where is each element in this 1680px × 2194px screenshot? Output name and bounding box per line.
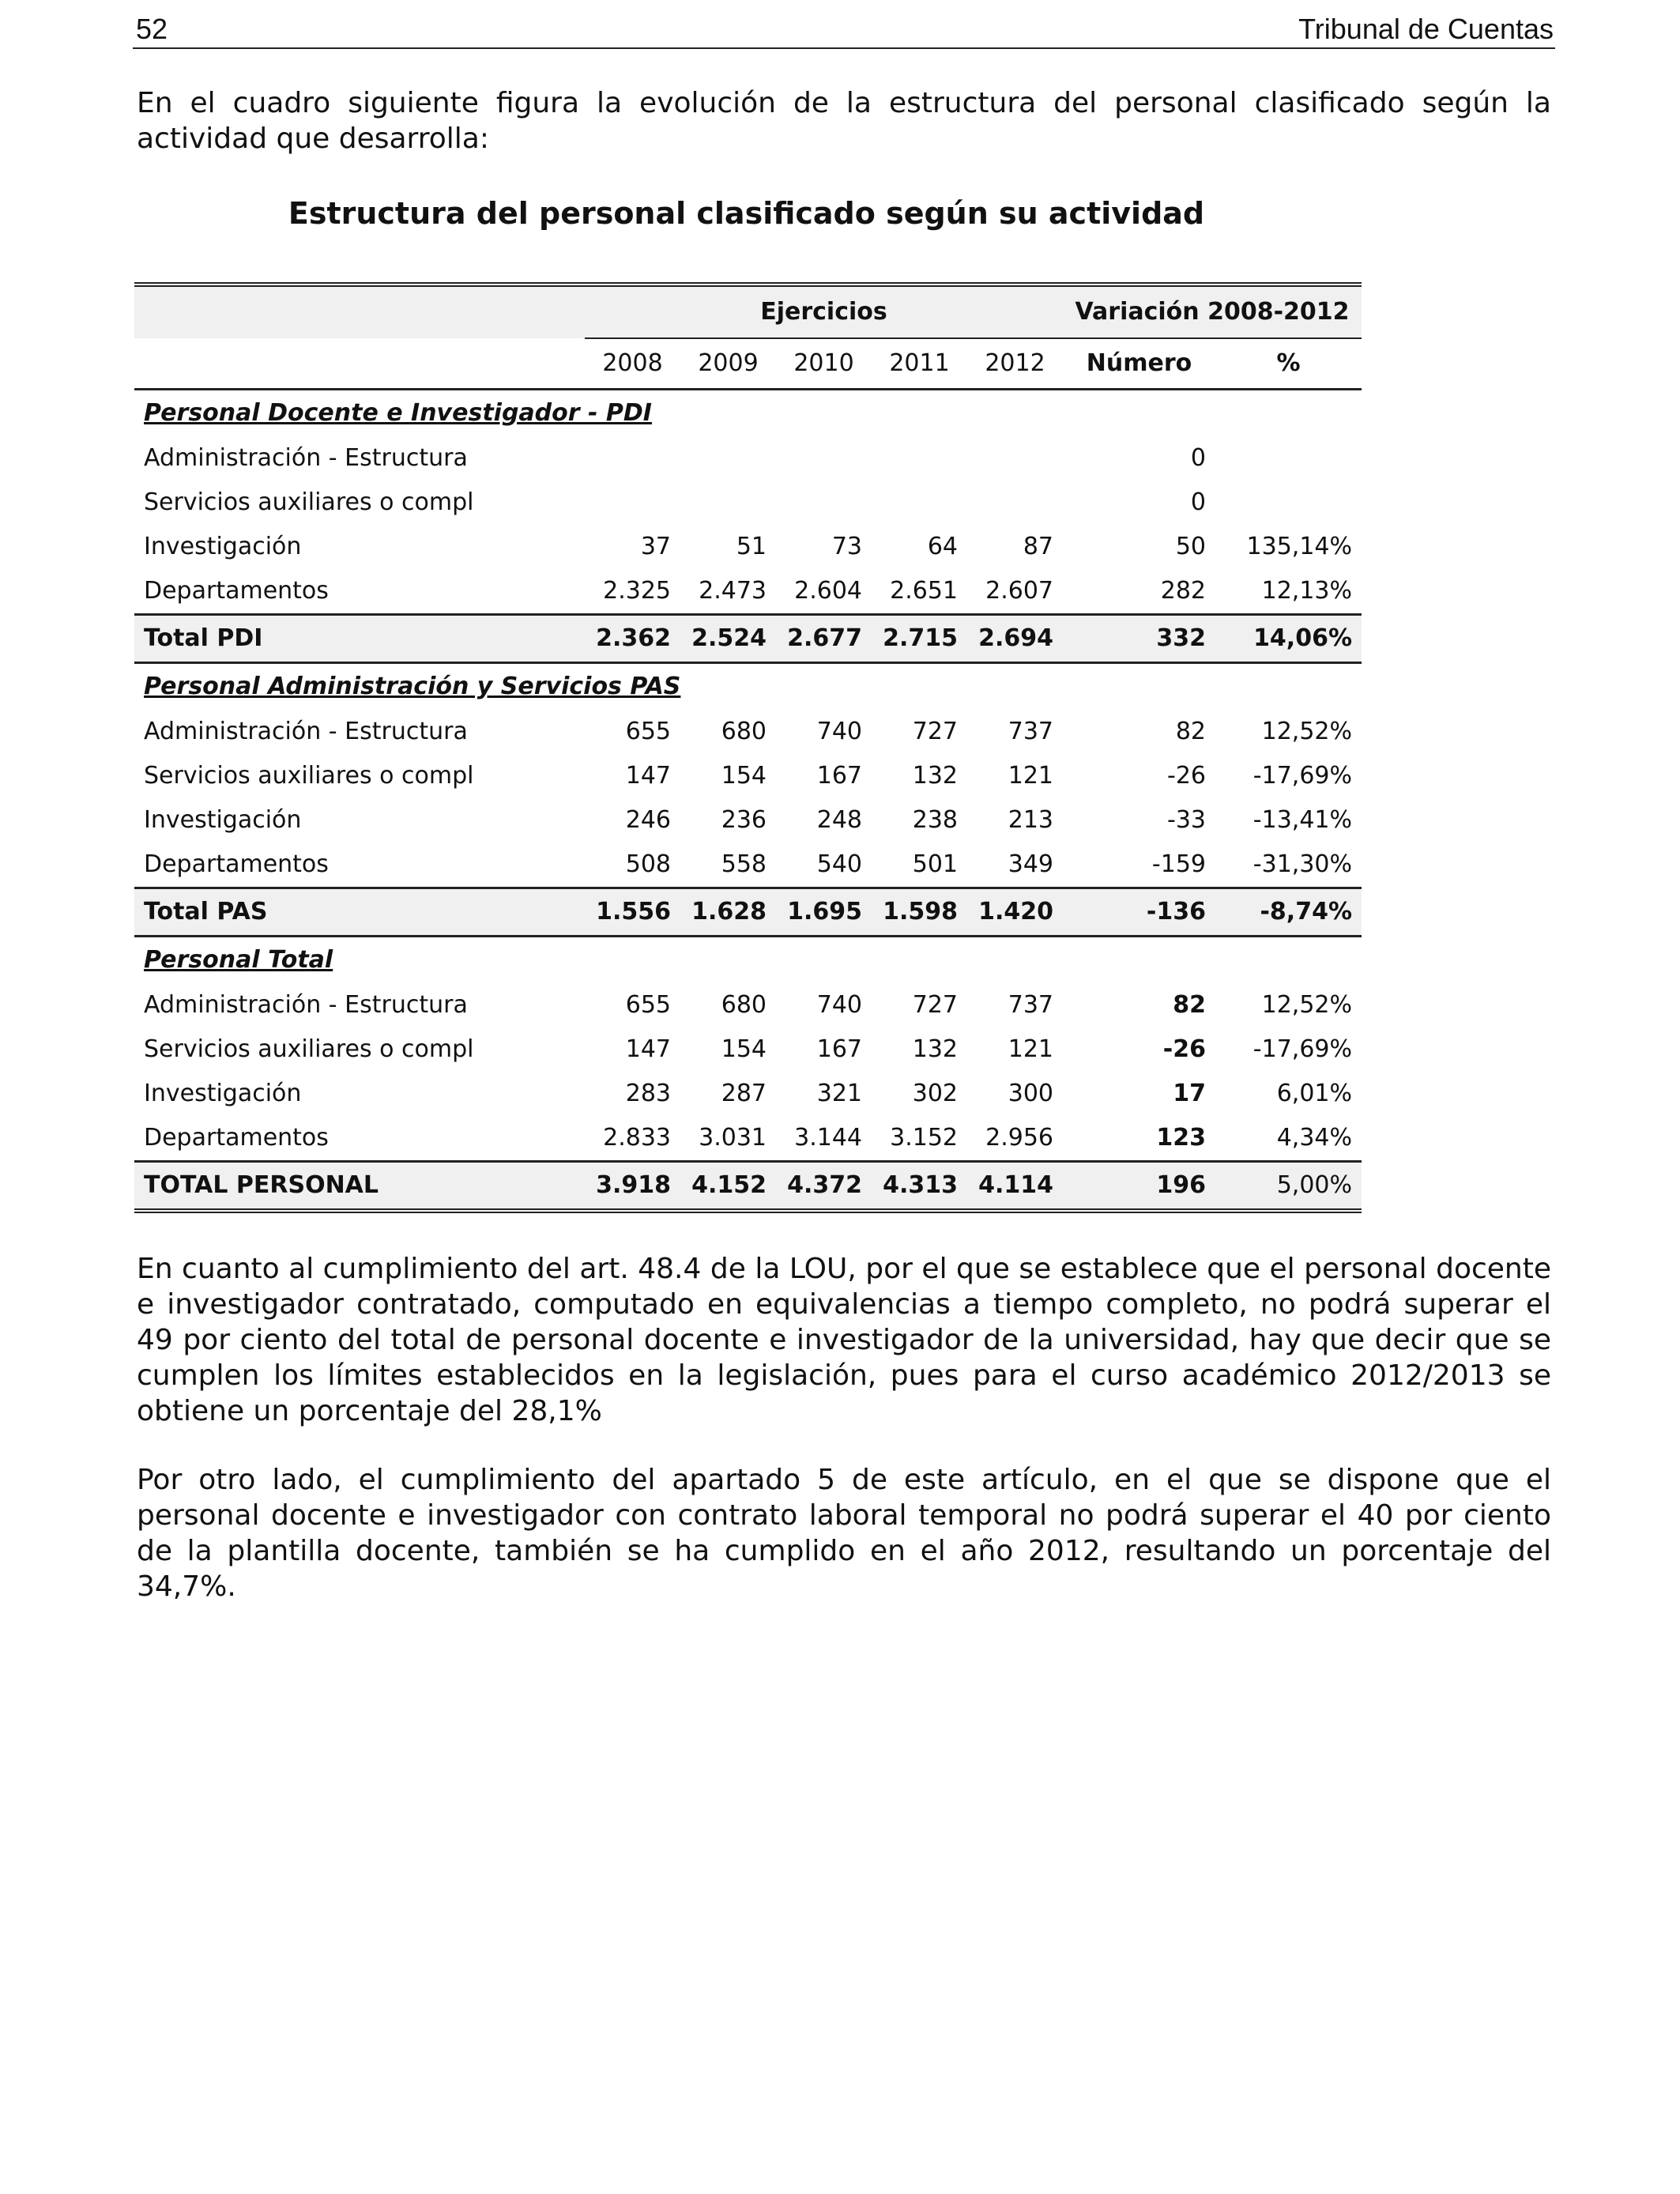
table-cell: 132 bbox=[912, 1035, 958, 1063]
total-row bbox=[134, 1162, 1362, 1212]
header-blank-cell bbox=[134, 285, 585, 338]
table-cell bbox=[585, 436, 680, 481]
table-cell bbox=[776, 436, 872, 481]
table-cell: 740 bbox=[816, 991, 862, 1019]
table-cell: 727 bbox=[912, 718, 958, 745]
total-cell: 1.598 bbox=[872, 888, 967, 937]
table-cell: 6,01% bbox=[1276, 1080, 1353, 1107]
table-cell: 50 bbox=[1175, 533, 1206, 560]
page-number: 52 bbox=[136, 13, 168, 45]
table-cell: 213 bbox=[1008, 806, 1053, 834]
table-cell bbox=[1215, 481, 1362, 525]
table-cell: 2.473 bbox=[699, 577, 767, 605]
table-cell: 302 bbox=[912, 1080, 958, 1107]
table-cell: 2.956 bbox=[985, 1124, 1053, 1152]
total-cell: 1.695 bbox=[776, 888, 872, 937]
table-group-header-row bbox=[134, 285, 1362, 338]
table-cell: 3.031 bbox=[699, 1124, 767, 1152]
table-cell: 12,13% bbox=[1261, 577, 1353, 605]
table-cell: 4,34% bbox=[1276, 1124, 1353, 1152]
table-cell: 167 bbox=[816, 762, 862, 790]
total-cell: 1.556 bbox=[585, 888, 680, 937]
total-cell: 4.114 bbox=[967, 1162, 1063, 1212]
table-cell: 737 bbox=[1008, 991, 1053, 1019]
total-cell: 4.152 bbox=[680, 1162, 776, 1212]
row-label: Investigación bbox=[144, 533, 302, 560]
table-cell bbox=[680, 436, 776, 481]
table-cell bbox=[776, 481, 872, 525]
total-cell: 4.372 bbox=[776, 1162, 872, 1212]
table-cell: 154 bbox=[721, 762, 767, 790]
table-cell: 2.604 bbox=[794, 577, 862, 605]
table-row bbox=[134, 983, 1362, 1027]
table-cell: 655 bbox=[625, 718, 671, 745]
table-cell: -13,41% bbox=[1252, 806, 1353, 834]
table-cell: 147 bbox=[625, 1035, 671, 1063]
table-cell bbox=[1215, 436, 1362, 481]
table-cell: 147 bbox=[625, 762, 671, 790]
total-label: TOTAL PERSONAL bbox=[134, 1162, 585, 1212]
header-year-2008: 2008 bbox=[585, 338, 680, 390]
intro-paragraph: En el cuadro siguiente figura la evolución de la estructura del personal clasificado según la actividad que desarrolla: bbox=[137, 87, 1551, 155]
table-row bbox=[134, 754, 1362, 798]
table-cell: 2.833 bbox=[603, 1124, 671, 1152]
header-percent: % bbox=[1215, 338, 1362, 390]
table-row bbox=[134, 525, 1362, 569]
table-cell: 248 bbox=[816, 806, 862, 834]
table-cell: 167 bbox=[816, 1035, 862, 1063]
table-cell: 17 bbox=[1173, 1080, 1206, 1107]
table-cell: 321 bbox=[816, 1080, 862, 1107]
table-cell: 246 bbox=[625, 806, 671, 834]
table-cell: 508 bbox=[625, 850, 671, 878]
table-cell: 737 bbox=[1008, 718, 1053, 745]
header-year-2012: 2012 bbox=[967, 338, 1063, 390]
table-cell: 64 bbox=[927, 533, 958, 560]
row-label: Servicios auxiliares o compl bbox=[144, 1035, 474, 1063]
table-cell: 558 bbox=[721, 850, 767, 878]
table-cell: 349 bbox=[1008, 850, 1053, 878]
table-cell: 300 bbox=[1008, 1080, 1053, 1107]
table-cell: 283 bbox=[625, 1080, 671, 1107]
row-label: Investigación bbox=[144, 806, 302, 834]
table-cell: 132 bbox=[912, 762, 958, 790]
table-cell: 238 bbox=[912, 806, 958, 834]
row-label: Administración - Estructura bbox=[144, 444, 468, 472]
table-cell: 236 bbox=[721, 806, 767, 834]
total-cell: 2.677 bbox=[776, 615, 872, 663]
table-cell: 740 bbox=[816, 718, 862, 745]
table-cell: 135,14% bbox=[1246, 533, 1353, 560]
header-year-2009: 2009 bbox=[680, 338, 776, 390]
personnel-table bbox=[134, 282, 1362, 1213]
table-cell: -26 bbox=[1162, 1035, 1206, 1063]
total-cell: 1.628 bbox=[680, 888, 776, 937]
table-cell bbox=[680, 481, 776, 525]
table-row bbox=[134, 1072, 1362, 1116]
header-blank-cell bbox=[134, 338, 585, 390]
table-cell: 680 bbox=[721, 991, 767, 1019]
total-cell: 332 bbox=[1063, 615, 1215, 663]
table-cell: 0 bbox=[1190, 488, 1206, 516]
table-cell: 121 bbox=[1008, 1035, 1053, 1063]
paragraph-lou-48-4: En cuanto al cumplimiento del art. 48.4 de la LOU, por el que se establece que el personal docente e investigador contratado, computado en equivalencias a tiempo completo, no podrá superar el 49 por ciento del total de personal docente e investigador de la universidad, hay que decir que se cumplen los límites establecidos en la legislación, pues para el curso académico 2012/2013 se obtiene un porcentaje del 28,1% bbox=[137, 1253, 1551, 1427]
row-label: Departamentos bbox=[144, 850, 329, 878]
total-cell: 2.715 bbox=[872, 615, 967, 663]
header-year-2010: 2010 bbox=[776, 338, 872, 390]
table-cell bbox=[872, 481, 967, 525]
table-cell: 12,52% bbox=[1261, 718, 1353, 745]
table-cell bbox=[872, 436, 967, 481]
total-label: Total PAS bbox=[134, 888, 585, 937]
total-cell: 4.313 bbox=[872, 1162, 967, 1212]
table-cell: 3.144 bbox=[794, 1124, 862, 1152]
row-label: Departamentos bbox=[144, 1124, 329, 1152]
section-row bbox=[134, 663, 1362, 711]
table-cell: -17,69% bbox=[1252, 762, 1353, 790]
table-cell: -26 bbox=[1167, 762, 1206, 790]
total-cell: -8,74% bbox=[1215, 888, 1362, 937]
table-cell: 87 bbox=[1023, 533, 1053, 560]
row-label: Investigación bbox=[144, 1080, 302, 1107]
table-cell: -33 bbox=[1167, 806, 1206, 834]
total-row bbox=[134, 615, 1362, 663]
section-title: Personal Total bbox=[144, 946, 333, 974]
table-cell: 2.651 bbox=[890, 577, 958, 605]
table-cell bbox=[967, 481, 1063, 525]
table-row bbox=[134, 798, 1362, 843]
row-label: Servicios auxiliares o compl bbox=[144, 762, 474, 790]
table-row bbox=[134, 1116, 1362, 1162]
table-row bbox=[134, 710, 1362, 754]
row-label: Servicios auxiliares o compl bbox=[144, 488, 474, 516]
table-cell: 680 bbox=[721, 718, 767, 745]
table-cell: 51 bbox=[736, 533, 767, 560]
table-cell: 501 bbox=[912, 850, 958, 878]
table-cell: -17,69% bbox=[1252, 1035, 1353, 1063]
total-cell: 196 bbox=[1063, 1162, 1215, 1212]
row-label: Administración - Estructura bbox=[144, 718, 468, 745]
total-cell: -136 bbox=[1063, 888, 1215, 937]
row-label: Departamentos bbox=[144, 577, 329, 605]
total-cell: 2.524 bbox=[680, 615, 776, 663]
header-year-2011: 2011 bbox=[872, 338, 967, 390]
table-cell: 727 bbox=[912, 991, 958, 1019]
section-title: Personal Docente e Investigador - PDI bbox=[144, 399, 652, 427]
section-title: Personal Administración y Servicios PAS bbox=[144, 673, 681, 700]
header-numero: Número bbox=[1063, 338, 1215, 390]
table-cell: 123 bbox=[1156, 1124, 1206, 1152]
table-row bbox=[134, 436, 1362, 481]
table-cell: 540 bbox=[816, 850, 862, 878]
table-cell: 0 bbox=[1190, 444, 1206, 472]
total-row bbox=[134, 888, 1362, 937]
total-cell: 3.918 bbox=[585, 1162, 680, 1212]
table-cell: 73 bbox=[831, 533, 862, 560]
section-row bbox=[134, 390, 1362, 437]
table-cell: 287 bbox=[721, 1080, 767, 1107]
table-cell: 12,52% bbox=[1261, 991, 1353, 1019]
page-header bbox=[133, 8, 1555, 49]
total-cell: 5,00% bbox=[1215, 1162, 1362, 1212]
table-cell: 2.607 bbox=[985, 577, 1053, 605]
total-label: Total PDI bbox=[134, 615, 585, 663]
header-ejercicios: Ejercicios bbox=[585, 285, 1063, 338]
table-cell: 121 bbox=[1008, 762, 1053, 790]
total-cell: 2.694 bbox=[967, 615, 1063, 663]
total-cell: 2.362 bbox=[585, 615, 680, 663]
table-cell bbox=[585, 481, 680, 525]
table-row bbox=[134, 1027, 1362, 1072]
table-cell: -31,30% bbox=[1252, 850, 1353, 878]
table-row bbox=[134, 843, 1362, 888]
header-variacion: Variación 2008-2012 bbox=[1063, 285, 1362, 338]
table-column-header-row bbox=[134, 338, 1362, 390]
header-title: Tribunal de Cuentas bbox=[1298, 13, 1554, 45]
table-cell: 82 bbox=[1175, 718, 1206, 745]
table-row bbox=[134, 569, 1362, 615]
table-cell: 154 bbox=[721, 1035, 767, 1063]
table-row bbox=[134, 481, 1362, 525]
table-cell: 3.152 bbox=[890, 1124, 958, 1152]
table-cell bbox=[967, 436, 1063, 481]
row-label: Administración - Estructura bbox=[144, 991, 468, 1019]
table-cell: -159 bbox=[1151, 850, 1206, 878]
table-cell: 82 bbox=[1173, 991, 1206, 1019]
table-cell: 282 bbox=[1160, 577, 1206, 605]
paragraph-apartado-5: Por otro lado, el cumplimiento del apartado 5 de este artículo, en el que se dispone que el personal docente e investigador con contrato laboral temporal no podrá superar el 40 por ciento de la plantilla docente, también se ha cumplido en el año 2012, resultando un porcentaje del 34,7%. bbox=[137, 1464, 1551, 1603]
table-title: Estructura del personal clasificado según su actividad bbox=[288, 196, 1205, 231]
total-cell: 14,06% bbox=[1215, 615, 1362, 663]
section-row bbox=[134, 937, 1362, 984]
total-cell: 1.420 bbox=[967, 888, 1063, 937]
table-cell: 2.325 bbox=[603, 577, 671, 605]
table-cell: 37 bbox=[640, 533, 671, 560]
table-cell: 655 bbox=[625, 991, 671, 1019]
